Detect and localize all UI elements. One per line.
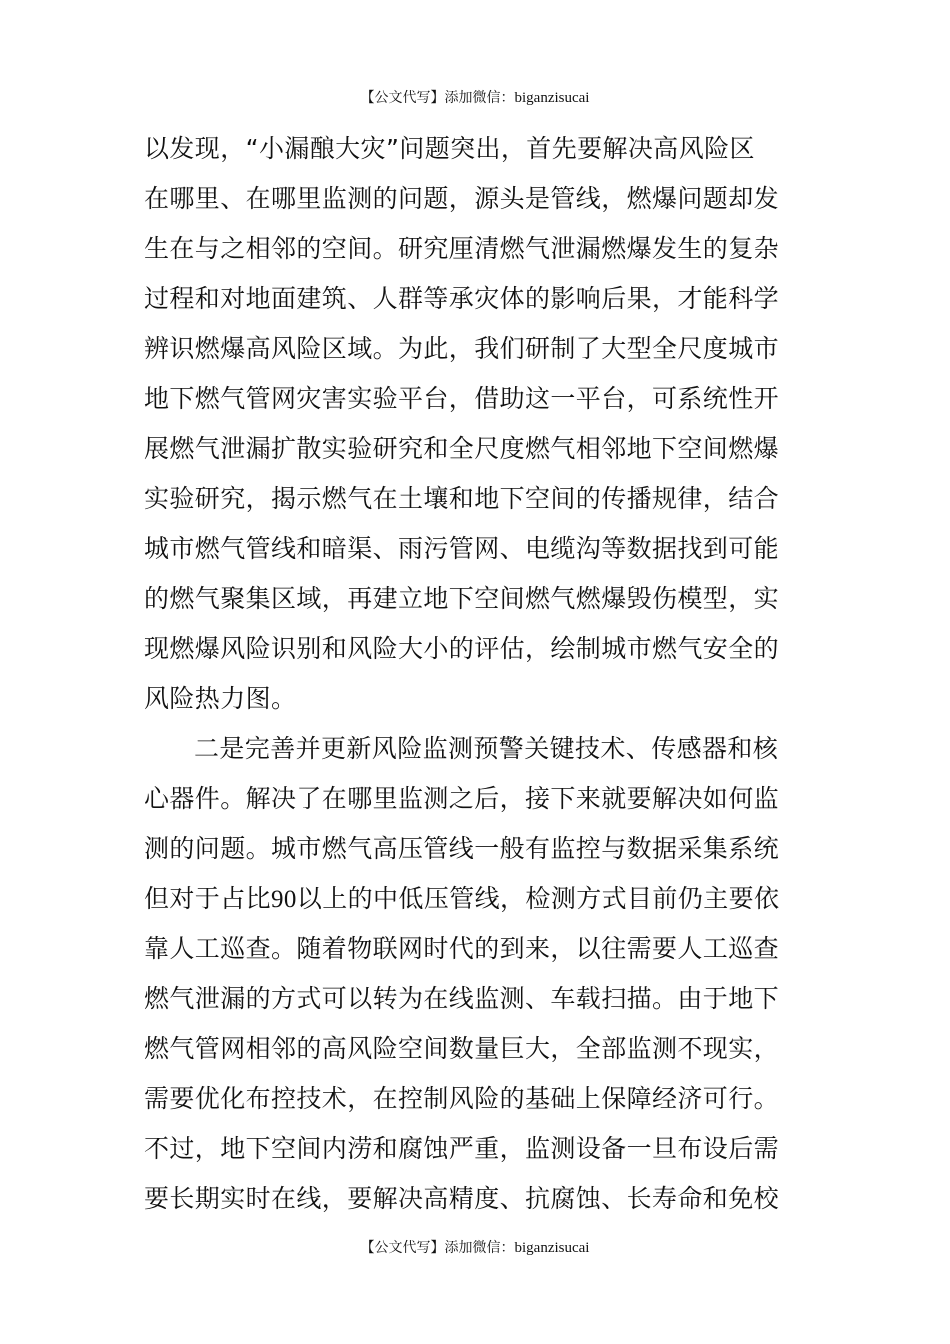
text-line: 地下燃气管网灾害实验平台，借助这一平台，可系统性开 — [144, 384, 780, 413]
text-line: 风险热力图。 — [144, 684, 297, 713]
text-line: 测的问题。城市燃气高压管线一般有监控与数据采集系统 — [144, 834, 780, 863]
percentage-number: 90 — [271, 886, 297, 913]
text-line: 燃气管网相邻的高风险空间数量巨大，全部监测不现实， — [144, 1034, 780, 1063]
body-text — [144, 124, 806, 1224]
text-line: 生在与之相邻的空间。研究厘清燃气泄漏燃爆发生的复杂 — [144, 234, 780, 263]
footer-wechat-id: biganzisucai — [514, 1240, 590, 1256]
text-line: 燃气泄漏的方式可以转为在线监测、车载扫描。由于地下 — [144, 984, 780, 1013]
text-line: 辨识燃爆高风险区域。为此，我们研制了大型全尺度城市 — [144, 334, 780, 363]
header-prefix: 【公文代写】添加微信： — [360, 90, 515, 106]
text-line: 的燃气聚集区域，再建立地下空间燃气燃爆毁伤模型，实 — [144, 584, 780, 613]
text-line: 要长期实时在线，要解决高精度、抗腐蚀、长寿命和免校 — [144, 1184, 780, 1213]
text-line: 过程和对地面建筑、人群等承灾体的影响后果，才能科学 — [144, 284, 780, 313]
text-line — [144, 874, 806, 924]
text-line: 现燃爆风险识别和风险大小的评估，绘制城市燃气安全的 — [144, 634, 780, 663]
paragraph-start-line: 二是完善并更新风险监测预警关键技术、传感器和核 — [194, 734, 779, 763]
text-line: 不过，地下空间内涝和腐蚀严重，监测设备一旦布设后需 — [144, 1134, 780, 1163]
text-line: 展燃气泄漏扩散实验研究和全尺度燃气相邻地下空间燃爆 — [144, 434, 780, 463]
text-line: 实验研究，揭示燃气在土壤和地下空间的传播规律，结合 — [144, 484, 780, 513]
text-line: 需要优化布控技术，在控制风险的基础上保障经济可行。 — [144, 1084, 780, 1113]
text-line: 在哪里、在哪里监测的问题，源头是管线，燃爆问题却发 — [144, 184, 780, 213]
text-line: 靠人工巡查。随着物联网时代的到来，以往需要人工巡查 — [144, 934, 780, 963]
text-line: 城市燃气管线和暗渠、雨污管网、电缆沟等数据找到可能 — [144, 534, 780, 563]
header-wechat-id: biganzisucai — [514, 90, 590, 106]
footer-prefix: 【公文代写】添加微信： — [360, 1240, 515, 1256]
text-line: 以发现，“小漏酿大灾”问题突出，首先要解决高风险区 — [144, 134, 755, 163]
text-line: 心器件。解决了在哪里监测之后，接下来就要解决如何监 — [144, 784, 780, 813]
page-header — [0, 88, 950, 108]
text-segment: 以上的中低压管线，检测方式目前仍主要依 — [296, 884, 780, 913]
text-segment: 但对于占比 — [144, 884, 272, 913]
page-footer — [0, 1238, 950, 1258]
